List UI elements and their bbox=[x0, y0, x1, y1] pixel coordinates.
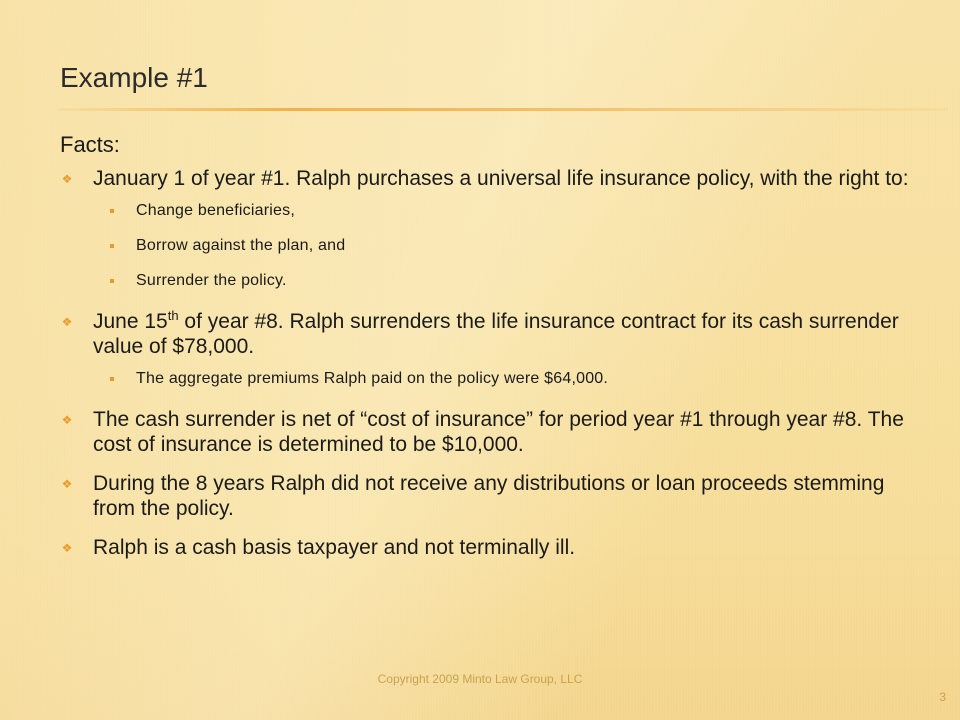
diamond-bullet-icon: ❖ bbox=[61, 172, 73, 186]
square-bullet-icon bbox=[110, 279, 114, 283]
bullet-text: Ralph is a cash basis taxpayer and not terminally ill. bbox=[93, 536, 576, 559]
sub-bullet-item bbox=[60, 369, 910, 389]
bullet-item-2 bbox=[60, 309, 910, 359]
bullet-text: During the 8 years Ralph did not receive any distributions or loan proceeds stemming from the policy. bbox=[93, 472, 885, 520]
sub-bullet-text: The aggregate premiums Ralph paid on the policy were $64,000. bbox=[136, 370, 609, 387]
title-divider bbox=[58, 108, 948, 111]
square-bullet-icon bbox=[110, 209, 114, 213]
slide-title: Example #1 bbox=[60, 62, 208, 93]
sub-bullet-item bbox=[60, 236, 910, 256]
bullet-text-pre: June 15 bbox=[93, 310, 168, 333]
bullet-item-4 bbox=[60, 471, 910, 521]
diamond-bullet-icon: ❖ bbox=[61, 413, 73, 427]
diamond-bullet-icon: ❖ bbox=[61, 541, 73, 555]
bullet-item-5 bbox=[60, 535, 910, 560]
diamond-bullet-icon: ❖ bbox=[61, 315, 73, 329]
diamond-bullet-icon: ❖ bbox=[61, 477, 73, 491]
bullet-text-post: of year #8. Ralph surrenders the life insurance contract for its cash surrender value of $78,000. bbox=[93, 310, 899, 358]
bullet-text: The cash surrender is net of “cost of insurance” for period year #1 through year #8. The cost of insurance is determined to be $10,000. bbox=[93, 408, 904, 456]
sub-bullet-text: Borrow against the plan, and bbox=[136, 237, 346, 254]
ordinal-suffix: th bbox=[167, 308, 179, 323]
page-number: 3 bbox=[939, 690, 946, 704]
bullet-item-3 bbox=[60, 407, 910, 457]
sub-bullet-item bbox=[60, 271, 910, 291]
sub-bullet-item bbox=[60, 201, 910, 221]
footer-copyright: Copyright 2009 Minto Law Group, LLC bbox=[377, 672, 583, 686]
slide-content bbox=[60, 132, 910, 560]
bullet-item-1 bbox=[60, 166, 910, 191]
bullet-text: January 1 of year #1. Ralph purchases a universal life insurance policy, with the right to: bbox=[93, 167, 909, 190]
sub-bullet-text: Surrender the policy. bbox=[136, 272, 287, 289]
sub-bullet-text: Change beneficiaries, bbox=[136, 202, 295, 219]
square-bullet-icon bbox=[110, 244, 114, 248]
facts-label: Facts: bbox=[60, 132, 120, 157]
square-bullet-icon bbox=[110, 377, 114, 381]
